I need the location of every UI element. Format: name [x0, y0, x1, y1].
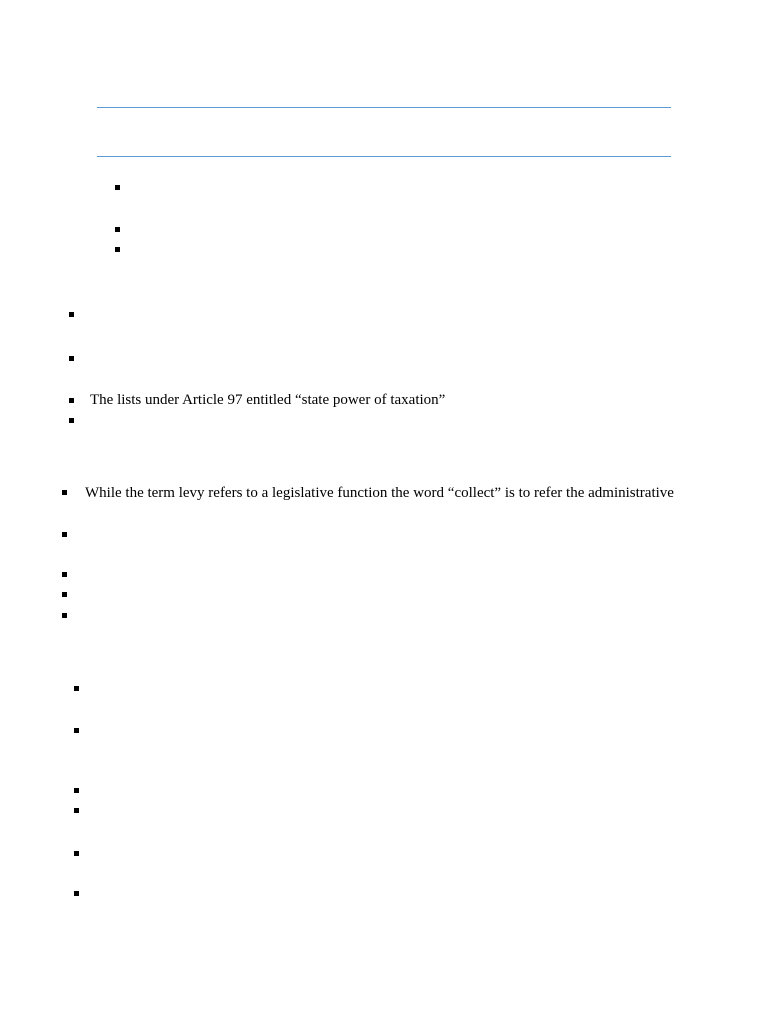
bullet-marker	[69, 312, 74, 317]
bullet-marker	[74, 851, 79, 856]
header-rule-bottom	[97, 156, 671, 157]
bullet-marker	[69, 398, 74, 403]
bullet-marker	[74, 808, 79, 813]
bullet-marker	[62, 532, 67, 537]
bullet-marker	[69, 356, 74, 361]
bullet-marker	[74, 891, 79, 896]
bullet-marker	[115, 247, 120, 252]
paragraph-article-97: The lists under Article 97 entitled “state power of taxation”	[90, 392, 446, 408]
bullet-marker	[74, 728, 79, 733]
bullet-marker	[69, 418, 74, 423]
bullet-marker	[74, 788, 79, 793]
bullet-marker	[115, 185, 120, 190]
bullet-marker	[62, 572, 67, 577]
bullet-marker	[62, 490, 67, 495]
paragraph-levy-collect: While the term levy refers to a legislative function the word “collect” is to refer the administrative	[85, 485, 674, 501]
bullet-marker	[62, 592, 67, 597]
bullet-marker	[74, 686, 79, 691]
header-rule-top	[97, 107, 671, 108]
bullet-marker	[62, 613, 67, 618]
bullet-marker	[115, 227, 120, 232]
